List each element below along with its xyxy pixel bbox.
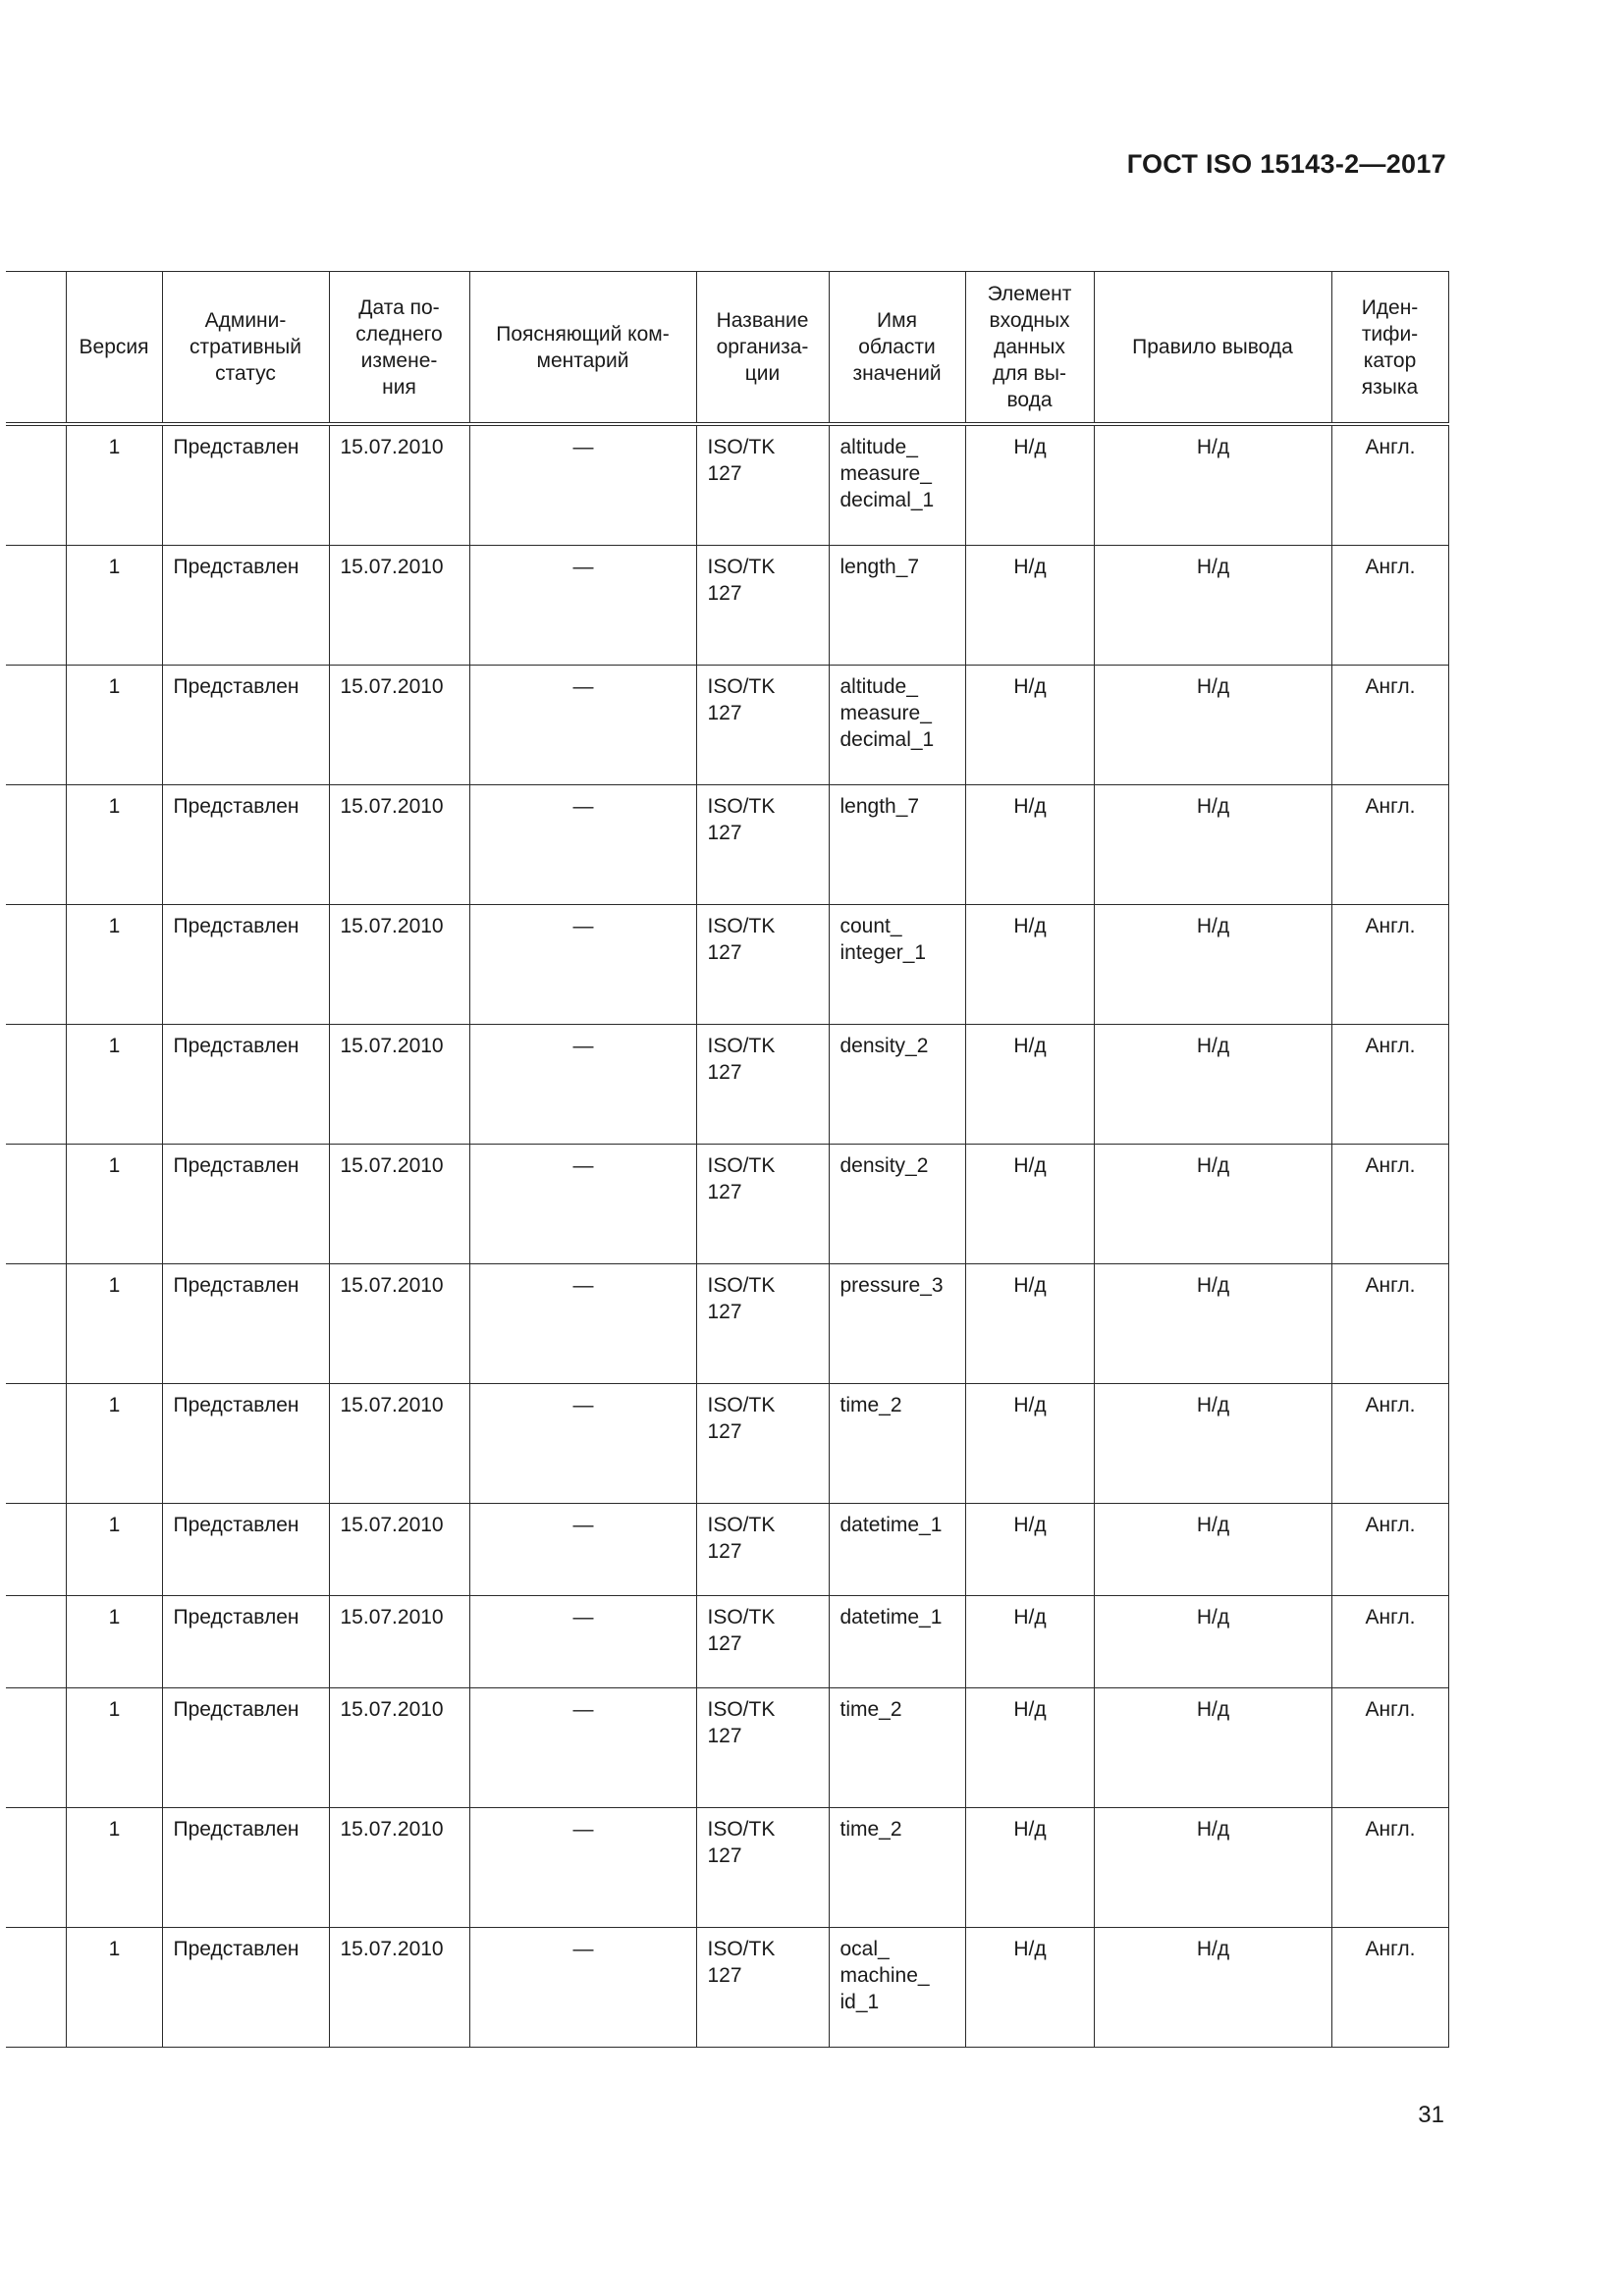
cell-blank — [6, 1596, 66, 1688]
cell-derivation-rule: Н/д — [1094, 1384, 1331, 1504]
cell-comment: — — [469, 1808, 696, 1928]
cell-date: 15.07.2010 — [329, 1384, 469, 1504]
cell-blank — [6, 1808, 66, 1928]
cell-date: 15.07.2010 — [329, 785, 469, 905]
cell-language: Англ. — [1331, 1025, 1448, 1145]
table-header-row — [6, 272, 1448, 425]
cell-blank — [6, 1264, 66, 1384]
cell-version: 1 — [66, 1264, 162, 1384]
cell-status: Представлен — [162, 424, 329, 546]
cell-version: 1 — [66, 1596, 162, 1688]
cell-version: 1 — [66, 1145, 162, 1264]
cell-comment: — — [469, 1504, 696, 1596]
cell-comment: — — [469, 1264, 696, 1384]
cell-derivation-rule: Н/д — [1094, 1596, 1331, 1688]
cell-version: 1 — [66, 1504, 162, 1596]
cell-status: Представлен — [162, 1688, 329, 1808]
cell-language: Англ. — [1331, 1384, 1448, 1504]
cell-date: 15.07.2010 — [329, 424, 469, 546]
cell-language: Англ. — [1331, 1928, 1448, 2048]
cell-value-domain: datetime_1 — [829, 1596, 965, 1688]
cell-status: Представлен — [162, 1808, 329, 1928]
data-elements-table — [6, 271, 1449, 2048]
cell-comment: — — [469, 905, 696, 1025]
cell-version: 1 — [66, 546, 162, 666]
cell-status: Представлен — [162, 1384, 329, 1504]
table-row — [6, 1264, 1448, 1384]
cell-input-element: Н/д — [965, 546, 1094, 666]
cell-language: Англ. — [1331, 785, 1448, 905]
cell-comment: — — [469, 424, 696, 546]
cell-derivation-rule: Н/д — [1094, 424, 1331, 546]
table-row — [6, 1928, 1448, 2048]
cell-value-domain: time_2 — [829, 1688, 965, 1808]
cell-input-element: Н/д — [965, 1384, 1094, 1504]
table-row — [6, 666, 1448, 785]
cell-organization: ISO/TK 127 — [696, 1504, 829, 1596]
document-code: ГОСТ ISO 15143-2—2017 — [1126, 149, 1446, 179]
cell-status: Представлен — [162, 905, 329, 1025]
cell-language: Англ. — [1331, 905, 1448, 1025]
cell-date: 15.07.2010 — [329, 546, 469, 666]
cell-value-domain: altitude_ measure_ decimal_1 — [829, 666, 965, 785]
cell-blank — [6, 1688, 66, 1808]
cell-date: 15.07.2010 — [329, 1596, 469, 1688]
table-row — [6, 785, 1448, 905]
table-row — [6, 1596, 1448, 1688]
cell-status: Представлен — [162, 1596, 329, 1688]
cell-date: 15.07.2010 — [329, 1145, 469, 1264]
cell-language: Англ. — [1331, 424, 1448, 546]
cell-value-domain: datetime_1 — [829, 1504, 965, 1596]
cell-input-element: Н/д — [965, 1928, 1094, 2048]
cell-input-element: Н/д — [965, 905, 1094, 1025]
cell-status: Представлен — [162, 1264, 329, 1384]
cell-input-element: Н/д — [965, 424, 1094, 546]
cell-organization: ISO/TK 127 — [696, 1808, 829, 1928]
cell-derivation-rule: Н/д — [1094, 1025, 1331, 1145]
cell-date: 15.07.2010 — [329, 1688, 469, 1808]
cell-value-domain: altitude_ measure_ decimal_1 — [829, 424, 965, 546]
cell-version: 1 — [66, 905, 162, 1025]
table-row — [6, 1384, 1448, 1504]
cell-language: Англ. — [1331, 1596, 1448, 1688]
cell-status: Представлен — [162, 785, 329, 905]
cell-organization: ISO/TK 127 — [696, 1025, 829, 1145]
page-number: 31 — [1418, 2102, 1444, 2128]
cell-blank — [6, 905, 66, 1025]
cell-blank — [6, 666, 66, 785]
cell-comment: — — [469, 1025, 696, 1145]
cell-version: 1 — [66, 666, 162, 785]
cell-value-domain: density_2 — [829, 1145, 965, 1264]
table-row — [6, 1688, 1448, 1808]
table-row — [6, 546, 1448, 666]
table-body — [6, 424, 1448, 2048]
cell-language: Англ. — [1331, 1504, 1448, 1596]
cell-version: 1 — [66, 785, 162, 905]
cell-organization: ISO/TK 127 — [696, 1264, 829, 1384]
col-header-last-modified: Дата по- следнего измене- ния — [329, 272, 469, 425]
cell-organization: ISO/TK 127 — [696, 1688, 829, 1808]
cell-language: Англ. — [1331, 546, 1448, 666]
cell-organization: ISO/TK 127 — [696, 1928, 829, 2048]
cell-date: 15.07.2010 — [329, 1808, 469, 1928]
cell-derivation-rule: Н/д — [1094, 1504, 1331, 1596]
cell-status: Представлен — [162, 546, 329, 666]
cell-date: 15.07.2010 — [329, 666, 469, 785]
cell-value-domain: density_2 — [829, 1025, 965, 1145]
table-row — [6, 1145, 1448, 1264]
cell-date: 15.07.2010 — [329, 1025, 469, 1145]
cell-derivation-rule: Н/д — [1094, 1808, 1331, 1928]
cell-organization: ISO/TK 127 — [696, 1384, 829, 1504]
cell-blank — [6, 1384, 66, 1504]
cell-comment: — — [469, 1688, 696, 1808]
cell-value-domain: time_2 — [829, 1808, 965, 1928]
cell-input-element: Н/д — [965, 1264, 1094, 1384]
cell-status: Представлен — [162, 1504, 329, 1596]
cell-language: Англ. — [1331, 1145, 1448, 1264]
cell-derivation-rule: Н/д — [1094, 905, 1331, 1025]
cell-status: Представлен — [162, 1025, 329, 1145]
cell-language: Англ. — [1331, 666, 1448, 785]
cell-comment: — — [469, 1145, 696, 1264]
cell-blank — [6, 424, 66, 546]
col-header-version: Версия — [66, 272, 162, 425]
cell-organization: ISO/TK 127 — [696, 1145, 829, 1264]
cell-value-domain: ocal_ machine_ id_1 — [829, 1928, 965, 2048]
cell-organization: ISO/TK 127 — [696, 546, 829, 666]
col-header-derivation-rule: Правило вывода — [1094, 272, 1331, 425]
table-row — [6, 905, 1448, 1025]
cell-blank — [6, 1928, 66, 2048]
cell-organization: ISO/TK 127 — [696, 666, 829, 785]
table-row — [6, 1025, 1448, 1145]
cell-version: 1 — [66, 1808, 162, 1928]
col-header-admin-status: Админи- стративный статус — [162, 272, 329, 425]
cell-blank — [6, 546, 66, 666]
cell-organization: ISO/TK 127 — [696, 785, 829, 905]
cell-input-element: Н/д — [965, 1688, 1094, 1808]
cell-comment: — — [469, 1384, 696, 1504]
cell-language: Англ. — [1331, 1808, 1448, 1928]
col-header-value-domain: Имя области значений — [829, 272, 965, 425]
cell-blank — [6, 785, 66, 905]
cell-value-domain: pressure_3 — [829, 1264, 965, 1384]
table-row — [6, 1808, 1448, 1928]
cell-date: 15.07.2010 — [329, 1264, 469, 1384]
col-header-comment: Поясняющий ком- ментарий — [469, 272, 696, 425]
cell-input-element: Н/д — [965, 666, 1094, 785]
cell-value-domain: count_ integer_1 — [829, 905, 965, 1025]
cell-version: 1 — [66, 424, 162, 546]
cell-input-element: Н/д — [965, 1145, 1094, 1264]
cell-date: 15.07.2010 — [329, 1504, 469, 1596]
cell-comment: — — [469, 546, 696, 666]
cell-derivation-rule: Н/д — [1094, 1928, 1331, 2048]
cell-blank — [6, 1025, 66, 1145]
table-row — [6, 424, 1448, 546]
cell-status: Представлен — [162, 1928, 329, 2048]
cell-value-domain: length_7 — [829, 546, 965, 666]
cell-version: 1 — [66, 1688, 162, 1808]
cell-blank — [6, 1145, 66, 1264]
cell-date: 15.07.2010 — [329, 905, 469, 1025]
cell-derivation-rule: Н/д — [1094, 666, 1331, 785]
col-header-language: Иден- тифи- катор языка — [1331, 272, 1448, 425]
cell-version: 1 — [66, 1928, 162, 2048]
cell-organization: ISO/TK 127 — [696, 424, 829, 546]
cell-comment: — — [469, 1596, 696, 1688]
cell-input-element: Н/д — [965, 785, 1094, 905]
cell-comment: — — [469, 1928, 696, 2048]
cell-value-domain: length_7 — [829, 785, 965, 905]
cell-organization: ISO/TK 127 — [696, 905, 829, 1025]
col-header-input-element: Элемент входных данных для вы- вода — [965, 272, 1094, 425]
table-row — [6, 1504, 1448, 1596]
cell-status: Представлен — [162, 1145, 329, 1264]
cell-derivation-rule: Н/д — [1094, 1264, 1331, 1384]
cell-comment: — — [469, 666, 696, 785]
cell-version: 1 — [66, 1025, 162, 1145]
cell-derivation-rule: Н/д — [1094, 1688, 1331, 1808]
cell-language: Англ. — [1331, 1688, 1448, 1808]
cell-input-element: Н/д — [965, 1504, 1094, 1596]
cell-version: 1 — [66, 1384, 162, 1504]
cell-organization: ISO/TK 127 — [696, 1596, 829, 1688]
cell-derivation-rule: Н/д — [1094, 546, 1331, 666]
cell-comment: — — [469, 785, 696, 905]
cell-date: 15.07.2010 — [329, 1928, 469, 2048]
cell-status: Представлен — [162, 666, 329, 785]
cell-blank — [6, 1504, 66, 1596]
col-header-organization: Название организа- ции — [696, 272, 829, 425]
cell-derivation-rule: Н/д — [1094, 785, 1331, 905]
cell-input-element: Н/д — [965, 1025, 1094, 1145]
cell-language: Англ. — [1331, 1264, 1448, 1384]
cell-input-element: Н/д — [965, 1808, 1094, 1928]
col-header-blank — [6, 272, 66, 425]
cell-derivation-rule: Н/д — [1094, 1145, 1331, 1264]
cell-value-domain: time_2 — [829, 1384, 965, 1504]
cell-input-element: Н/д — [965, 1596, 1094, 1688]
